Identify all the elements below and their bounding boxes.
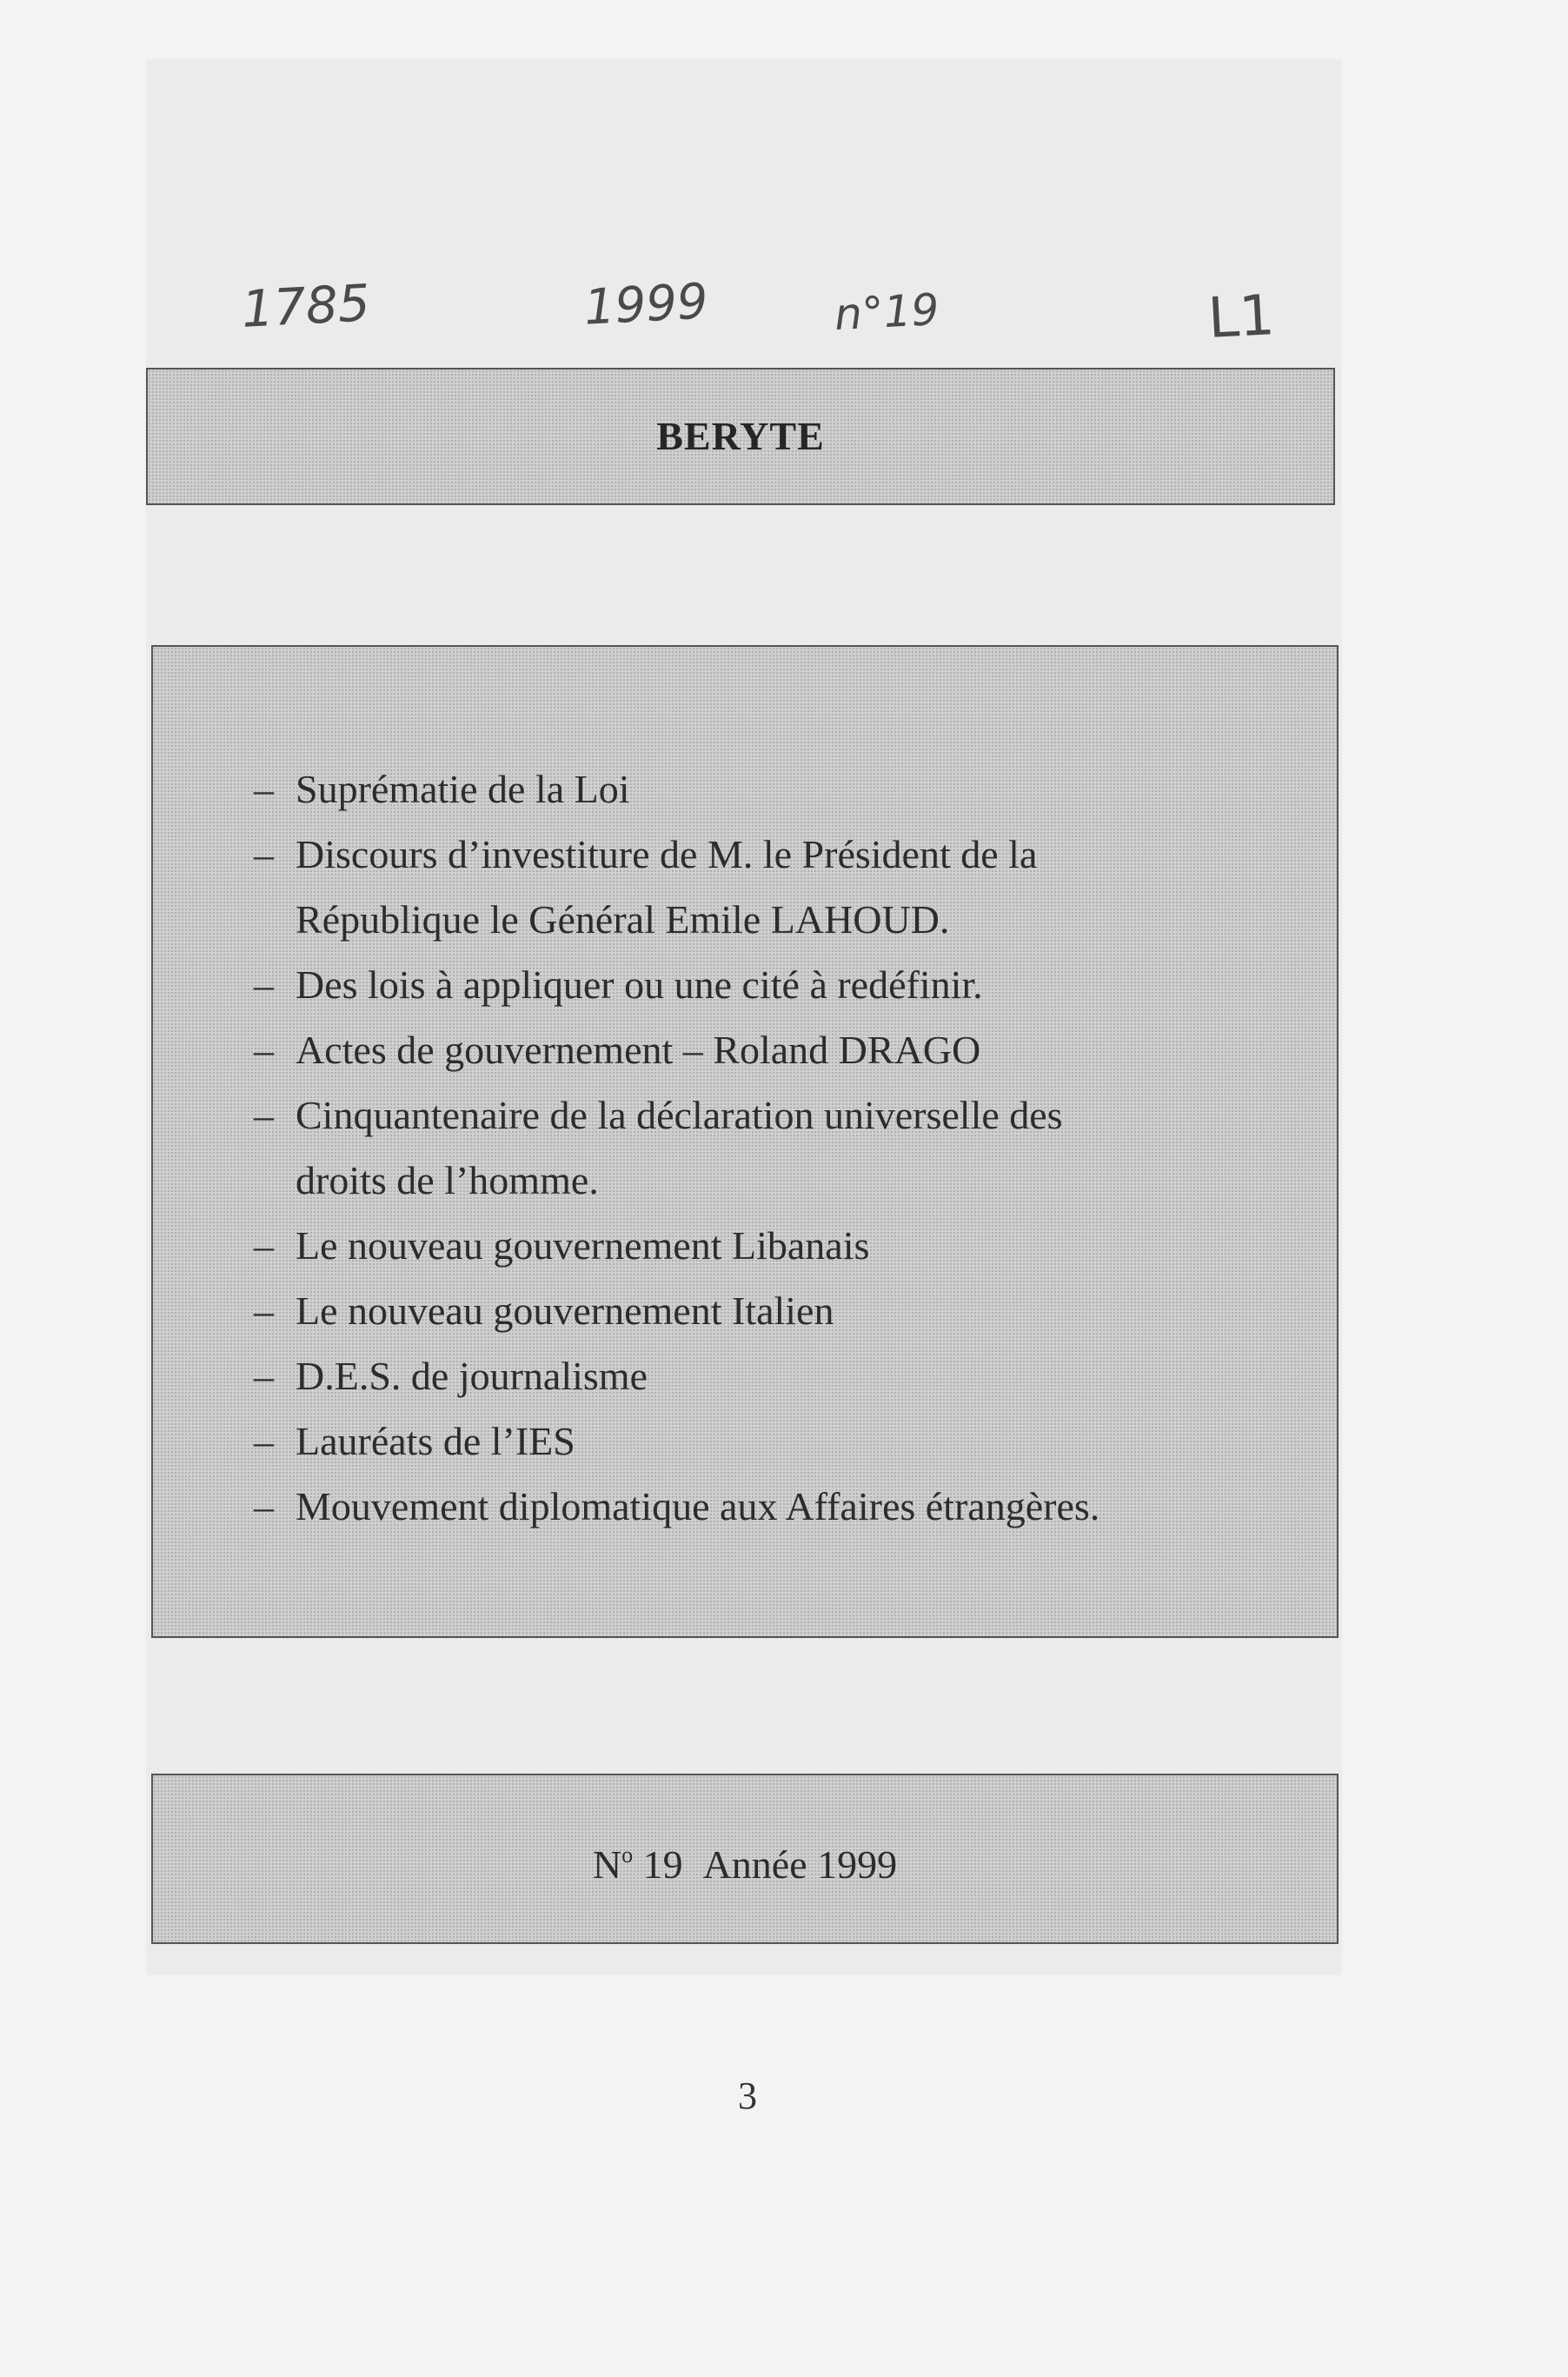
list-item: – Des lois à appliquer ou une cité à redéfinir. (254, 962, 983, 1007)
page-number: 3 (738, 2074, 757, 2117)
title-box (146, 368, 1335, 505)
journal-title: BERYTE (656, 414, 825, 458)
list-item: – Lauréats de l’IES (254, 1419, 575, 1463)
handwritten-note: 1785 (240, 273, 372, 339)
contents-list (254, 756, 1297, 1539)
list-item: – Discours d’investiture de M. le Président de la République le Général Emile LAHOUD. (254, 832, 1038, 942)
list-item: – Mouvement diplomatique aux Affaires étrangères. (254, 1484, 1100, 1528)
contents-box (151, 645, 1339, 1638)
list-item: – Cinquantenaire de la déclaration universelle des droits de l’homme. (254, 1093, 1063, 1202)
issue-box (151, 1774, 1339, 1944)
list-item: – Suprématie de la Loi (254, 767, 630, 811)
list-item: – D.E.S. de journalisme (254, 1354, 648, 1398)
list-item: – Actes de gouvernement – Roland DRAGO (254, 1028, 981, 1072)
handwritten-note: 1999 (582, 273, 710, 336)
list-item: – Le nouveau gouvernement Libanais (254, 1223, 870, 1268)
list-item: – Le nouveau gouvernement Italien (254, 1288, 834, 1333)
handwritten-note: L1 (1206, 283, 1277, 351)
handwritten-note: n°19 (833, 283, 940, 341)
issue-label: $N^o$ 19 Année 1999 (592, 1842, 898, 1887)
